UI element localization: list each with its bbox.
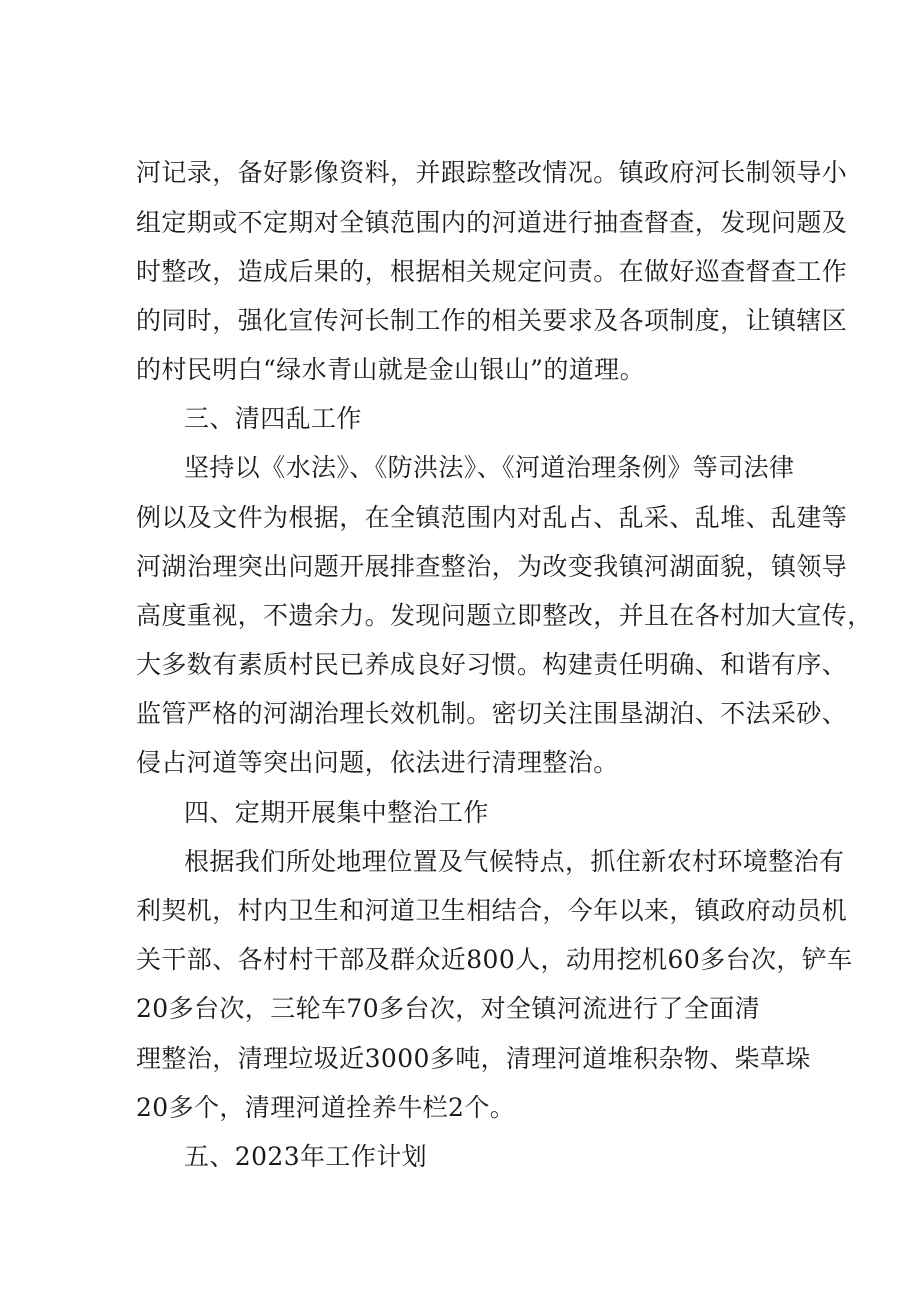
paragraph-1-line-4: 的同时，强化宣传河长制工作的相关要求及各项制度，让镇辖区 (136, 306, 848, 335)
paragraph-3-line-5: 理整治，清理垃圾近3000多吨，清理河道堆积杂物、柴草垛 (136, 1044, 811, 1073)
paragraph-1-line-5: 的村民明白“绿水青山就是金山银山”的道理。 (136, 355, 645, 384)
paragraph-1-line-1: 河记录，备好影像资料，并跟踪整改情况。镇政府河长制领导小 (136, 158, 848, 187)
paragraph-2-line-6: 监管严格的河湖治理长效机制。密切关注围垦湖泊、不法采砂、 (136, 699, 848, 728)
paragraph-2-line-2: 例以及文件为根据，在全镇范围内对乱占、乱采、乱堆、乱建等 (136, 503, 848, 532)
paragraph-3-line-3: 关干部、各村村干部及群众近800人，动用挖机60多台次，铲车 (136, 945, 853, 974)
paragraph-1-line-2: 组定期或不定期对全镇范围内的河道进行抽查督查，发现问题及 (136, 208, 848, 237)
paragraph-2-line-5: 大多数有素质村民已养成良好习惯。构建责任明确、和谐有序、 (136, 650, 848, 679)
paragraph-2-line-1: 坚持以《水法》、《防洪法》、《河道治理条例》等司法律 (184, 453, 795, 482)
paragraph-2-line-7: 侵占河道等突出问题，依法进行清理整治。 (136, 748, 619, 777)
section-heading-5: 五、2023年工作计划 (184, 1142, 428, 1171)
paragraph-1-line-3: 时整改，造成后果的，根据相关规定问责。在做好巡查督查工作 (136, 257, 848, 286)
paragraph-3-line-2: 利契机，村内卫生和河道卫生相结合，今年以来，镇政府动员机 (136, 896, 848, 925)
section-heading-3: 三、清四乱工作 (184, 404, 362, 433)
section-heading-4: 四、定期开展集中整治工作 (184, 798, 489, 827)
paragraph-2-line-3: 河湖治理突出问题开展排查整治，为改变我镇河湖面貌，镇领导 (136, 552, 848, 581)
paragraph-3-line-1: 根据我们所处地理位置及气候特点，抓住新农村环境整治有 (184, 847, 845, 876)
paragraph-3-line-6: 20多个，清理河道拴养牛栏2个。 (136, 1093, 516, 1122)
paragraph-3-line-4: 20多台次，三轮车70多台次，对全镇河流进行了全面清 (136, 994, 761, 1023)
paragraph-2-line-4: 高度重视，不遗余力。发现问题立即整改，并且在各村加大宣传， (136, 601, 873, 630)
